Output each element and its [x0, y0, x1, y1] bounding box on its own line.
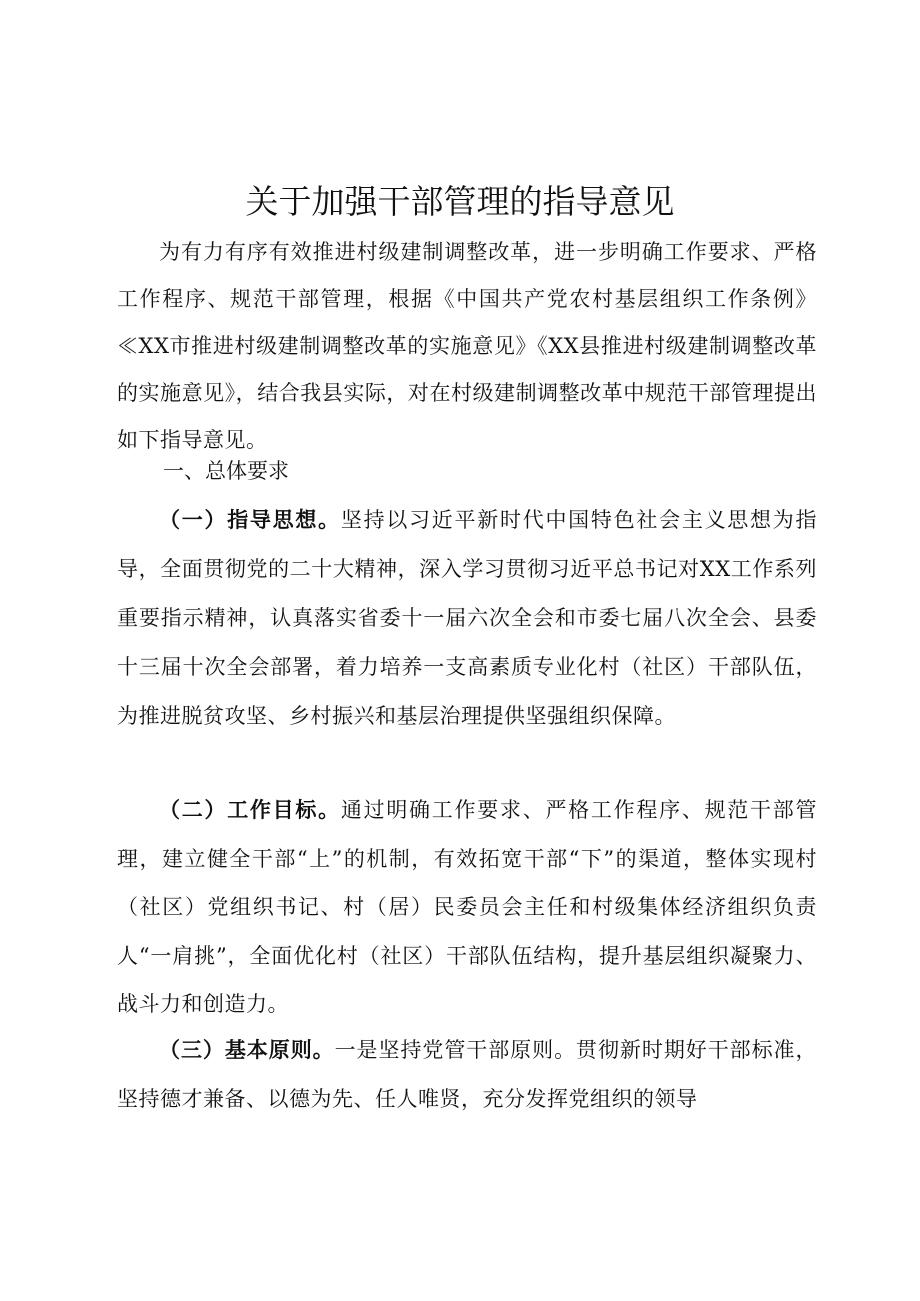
paragraph-body-work-goal: 通过明确工作要求、严格工作程序、规范干部管理，建立健全干部“上”的机制，有效拓宽干部“下”的渠道，整体实现村（社区）党组织书记、村（居）民委员会主任和村级集体经济组织负责人“一肩挑”，全面优化村（社区）干部队伍结构，提升基层组织凝聚力、战斗力和创造力。	[117, 798, 818, 1016]
paragraph-basic-principles	[117, 1026, 817, 1123]
paragraph-lead-work-goal: （二）工作目标。	[159, 798, 341, 822]
paragraph-lead-guiding-ideology: （一）指导思想。	[159, 508, 341, 532]
paragraph-body-basic-principles: 一是坚持党管干部原则。贯彻新时期好干部标准，坚持德才兼备、以德为先、任人唯贤，充分发挥党组织的领导	[117, 1038, 818, 1111]
intro-paragraph: 为有力有序有效推进村级建制调整改革，进一步明确工作要求、严格工作程序、规范干部管理，根据《中国共产党农村基层组织工作条例》≪XX市推进村级建制调整改革的实施意见》《XX县推进村级建制调整改革的实施意见》，结合我县实际，对在村级建制调整改革中规范干部管理提出如下指导意见。	[117, 240, 817, 452]
paragraph-guiding-ideology	[117, 496, 817, 741]
paragraph-body-guiding-ideology: 坚持以习近平新时代中国特色社会主义思想为指导，全面贯彻党的二十大精神，深入学习贯彻习近平总书记对XX工作系列重要指示精神，认真落实省委十一届六次全会和市委七届八次全会、县委十三届十次全会部署，着力培养一支高素质专业化村（社区）干部队伍，为推进脱贫攻坚、乡村振兴和基层治理提供坚强组织保障。	[117, 508, 818, 728]
document-title: 关于加强干部管理的指导意见	[245, 182, 675, 221]
section-heading-general-requirements: 一、总体要求	[163, 459, 289, 483]
paragraph-work-goal	[117, 786, 817, 1029]
paragraph-lead-basic-principles: （三）基本原则。	[159, 1038, 335, 1062]
